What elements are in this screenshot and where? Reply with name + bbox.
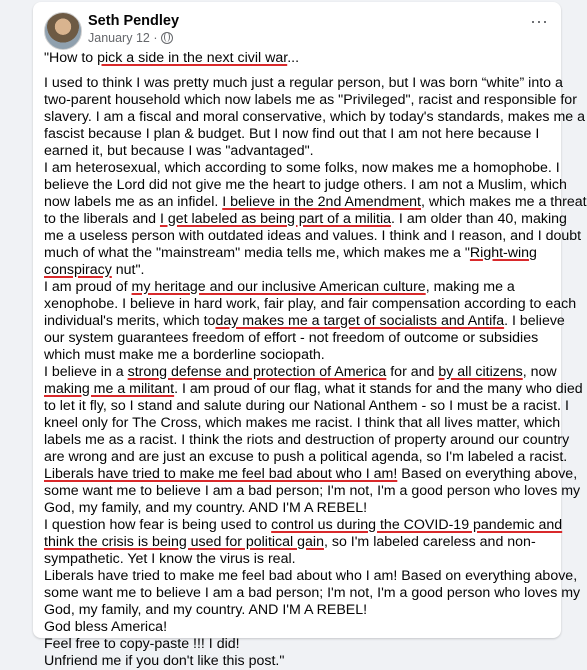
post-line <box>44 602 559 619</box>
text-segment: , so I'm labeled careless and non- <box>323 534 536 550</box>
post-line <box>44 245 559 262</box>
post-line <box>44 347 559 364</box>
text-segment: . I am proud of our flag, what it stands for and the many who died <box>174 381 583 397</box>
text-segment: I question how fear is being used to <box>44 517 272 533</box>
underlined-text: my heritage and our inclusive American culture <box>131 279 426 295</box>
author-name[interactable]: Seth Pendley <box>88 13 180 29</box>
post-line <box>44 262 559 279</box>
text-segment: . I am older than 40, making <box>391 211 567 227</box>
text-segment: earned it, but because I was "advantaged". <box>44 143 314 159</box>
post-line <box>44 466 578 483</box>
text-segment: labels me as a racist. I think the riots and destruction of property around our country <box>44 432 570 448</box>
text-segment: are wrong and are just an excuse to push a political agenda, so I'm labeled a racist. <box>44 449 568 465</box>
post-line <box>44 585 581 602</box>
text-segment: I used to think I was pretty much just a regular person, but I was born “white” into a <box>44 75 563 91</box>
post-line <box>44 619 559 636</box>
underlined-text: think the crisis is being used for political gain <box>44 534 324 550</box>
post-line <box>44 364 559 381</box>
text-segment: God, my family, and my country. AND I'M A REBEL! <box>44 500 368 516</box>
text-segment: "How to <box>44 50 98 66</box>
underlined-text: Right-wing <box>469 245 537 261</box>
text-segment: fascist because I plan & budget. But I now find out that I am not here because I <box>44 126 540 142</box>
post-line <box>44 483 581 500</box>
post-line <box>44 109 586 126</box>
post-line <box>44 636 559 653</box>
post-header <box>33 2 561 50</box>
text-segment: Unfriend me if you don't like this post." <box>44 653 285 669</box>
text-segment: xenophobe. I believe in hard work, fair play, and fair compensation according to each <box>44 296 577 312</box>
post-line <box>44 330 559 347</box>
post-line <box>44 194 587 211</box>
text-segment: for and <box>386 364 439 380</box>
more-options-icon[interactable]: ⋯ <box>530 12 549 32</box>
underlined-text: I get labeled as being part of a militia <box>159 211 392 227</box>
underlined-text: day makes me a target of socialists and Antifa <box>215 313 505 329</box>
text-segment: ... <box>287 50 300 66</box>
text-segment: believe the Lord did not give me the heart to judge others. I am not a Muslim, which <box>44 177 567 193</box>
post-line <box>44 228 582 245</box>
post-line <box>44 211 567 228</box>
text-segment: I am proud of <box>44 279 132 295</box>
post-line <box>44 517 563 534</box>
text-segment: two-parent household which now labels me as "Privileged", racist and responsible for <box>44 92 577 108</box>
text-segment: I believe in a <box>44 364 128 380</box>
post-line <box>44 432 570 449</box>
underlined-text: I believe in the 2nd Amendment <box>222 194 421 210</box>
text-segment: God bless America! <box>44 619 168 635</box>
post-line <box>44 398 569 415</box>
text-segment: to the liberals and <box>44 211 160 227</box>
post-date[interactable]: January 12 · <box>88 31 158 45</box>
text-segment: God, my family, and my country. AND I'M A REBEL! <box>44 602 368 618</box>
post-line <box>44 415 559 432</box>
post-line <box>44 500 559 517</box>
post-line <box>44 551 559 568</box>
post-line <box>44 381 583 398</box>
post-line <box>44 177 567 194</box>
text-segment: our system guarantees freedom of effort - not freedom of outcome or subsidies <box>44 330 539 346</box>
post-line <box>44 653 559 670</box>
text-segment: sympathetic. Yet I know the virus is real. <box>44 551 296 567</box>
text-segment: individual's merits, which to <box>44 313 216 329</box>
underlined-text: making me a militant <box>44 381 175 397</box>
text-segment: , now <box>522 364 557 380</box>
post-line <box>44 568 578 585</box>
text-segment: I am heterosexual, which according to some folks, now makes me a homophobe. I <box>44 160 560 176</box>
text-segment: to let it fly, so I stand and salute during our National Anthem - so I must be a racist. I <box>44 398 569 414</box>
text-segment: . I believe <box>504 313 565 329</box>
text-segment: , which makes me a threat <box>421 194 587 210</box>
text-segment: now labels me as an infidel. <box>44 194 223 210</box>
text-segment: Feel free to copy-paste !!! I did! <box>44 636 240 652</box>
post-line <box>44 75 563 92</box>
post-line <box>44 313 565 330</box>
underlined-text: conspiracy <box>44 262 112 278</box>
post-line <box>44 143 559 160</box>
post-line <box>44 449 568 466</box>
text-segment: , making me a <box>425 279 515 295</box>
text-segment: slavery. I am a fiscal and moral conservative, which by today's standards, makes me a <box>44 109 586 125</box>
text-segment: kneel only for The Cross, which makes me racist. I think that all lives matter, which <box>44 415 561 431</box>
post-line <box>44 160 559 177</box>
text-segment: me a useless person with outdated ideas and values. I think and I reason, and I doubt <box>44 228 582 244</box>
text-segment: Liberals have tried to make me feel bad about who I am! Based on everything above, <box>44 568 578 584</box>
underlined-text: strong defense and protection of America <box>127 364 387 380</box>
underlined-text: Liberals have tried to make me feel bad about who I am! <box>44 466 398 482</box>
post-text <box>44 50 587 670</box>
text-segment: much of what the "mainstream" media tells me, which makes me a " <box>44 245 470 261</box>
text-segment: which must make me a borderline sociopath. <box>44 347 325 363</box>
globe-icon <box>161 32 173 44</box>
avatar[interactable] <box>44 12 82 50</box>
underlined-text: control us during the COVID-19 pandemic and <box>271 517 563 533</box>
text-segment: some want me to believe I am a bad person; I'm not, I'm a good person who loves my <box>44 483 581 499</box>
post-line <box>44 534 559 551</box>
underlined-text: pick a side in the next civil war <box>97 50 288 66</box>
text-segment: some want me to believe I am a bad person; I'm not, I'm a good person who loves my <box>44 585 581 601</box>
post-line <box>44 126 559 143</box>
text-segment: Based on everything above, <box>397 466 578 482</box>
post-line <box>44 296 577 313</box>
post-line <box>44 279 559 296</box>
underlined-text: by all citizens <box>438 364 523 380</box>
post-card <box>33 2 587 669</box>
post-title-line <box>44 50 559 67</box>
post-line <box>44 92 577 109</box>
text-segment: nut". <box>111 262 145 278</box>
post-meta <box>88 31 173 45</box>
